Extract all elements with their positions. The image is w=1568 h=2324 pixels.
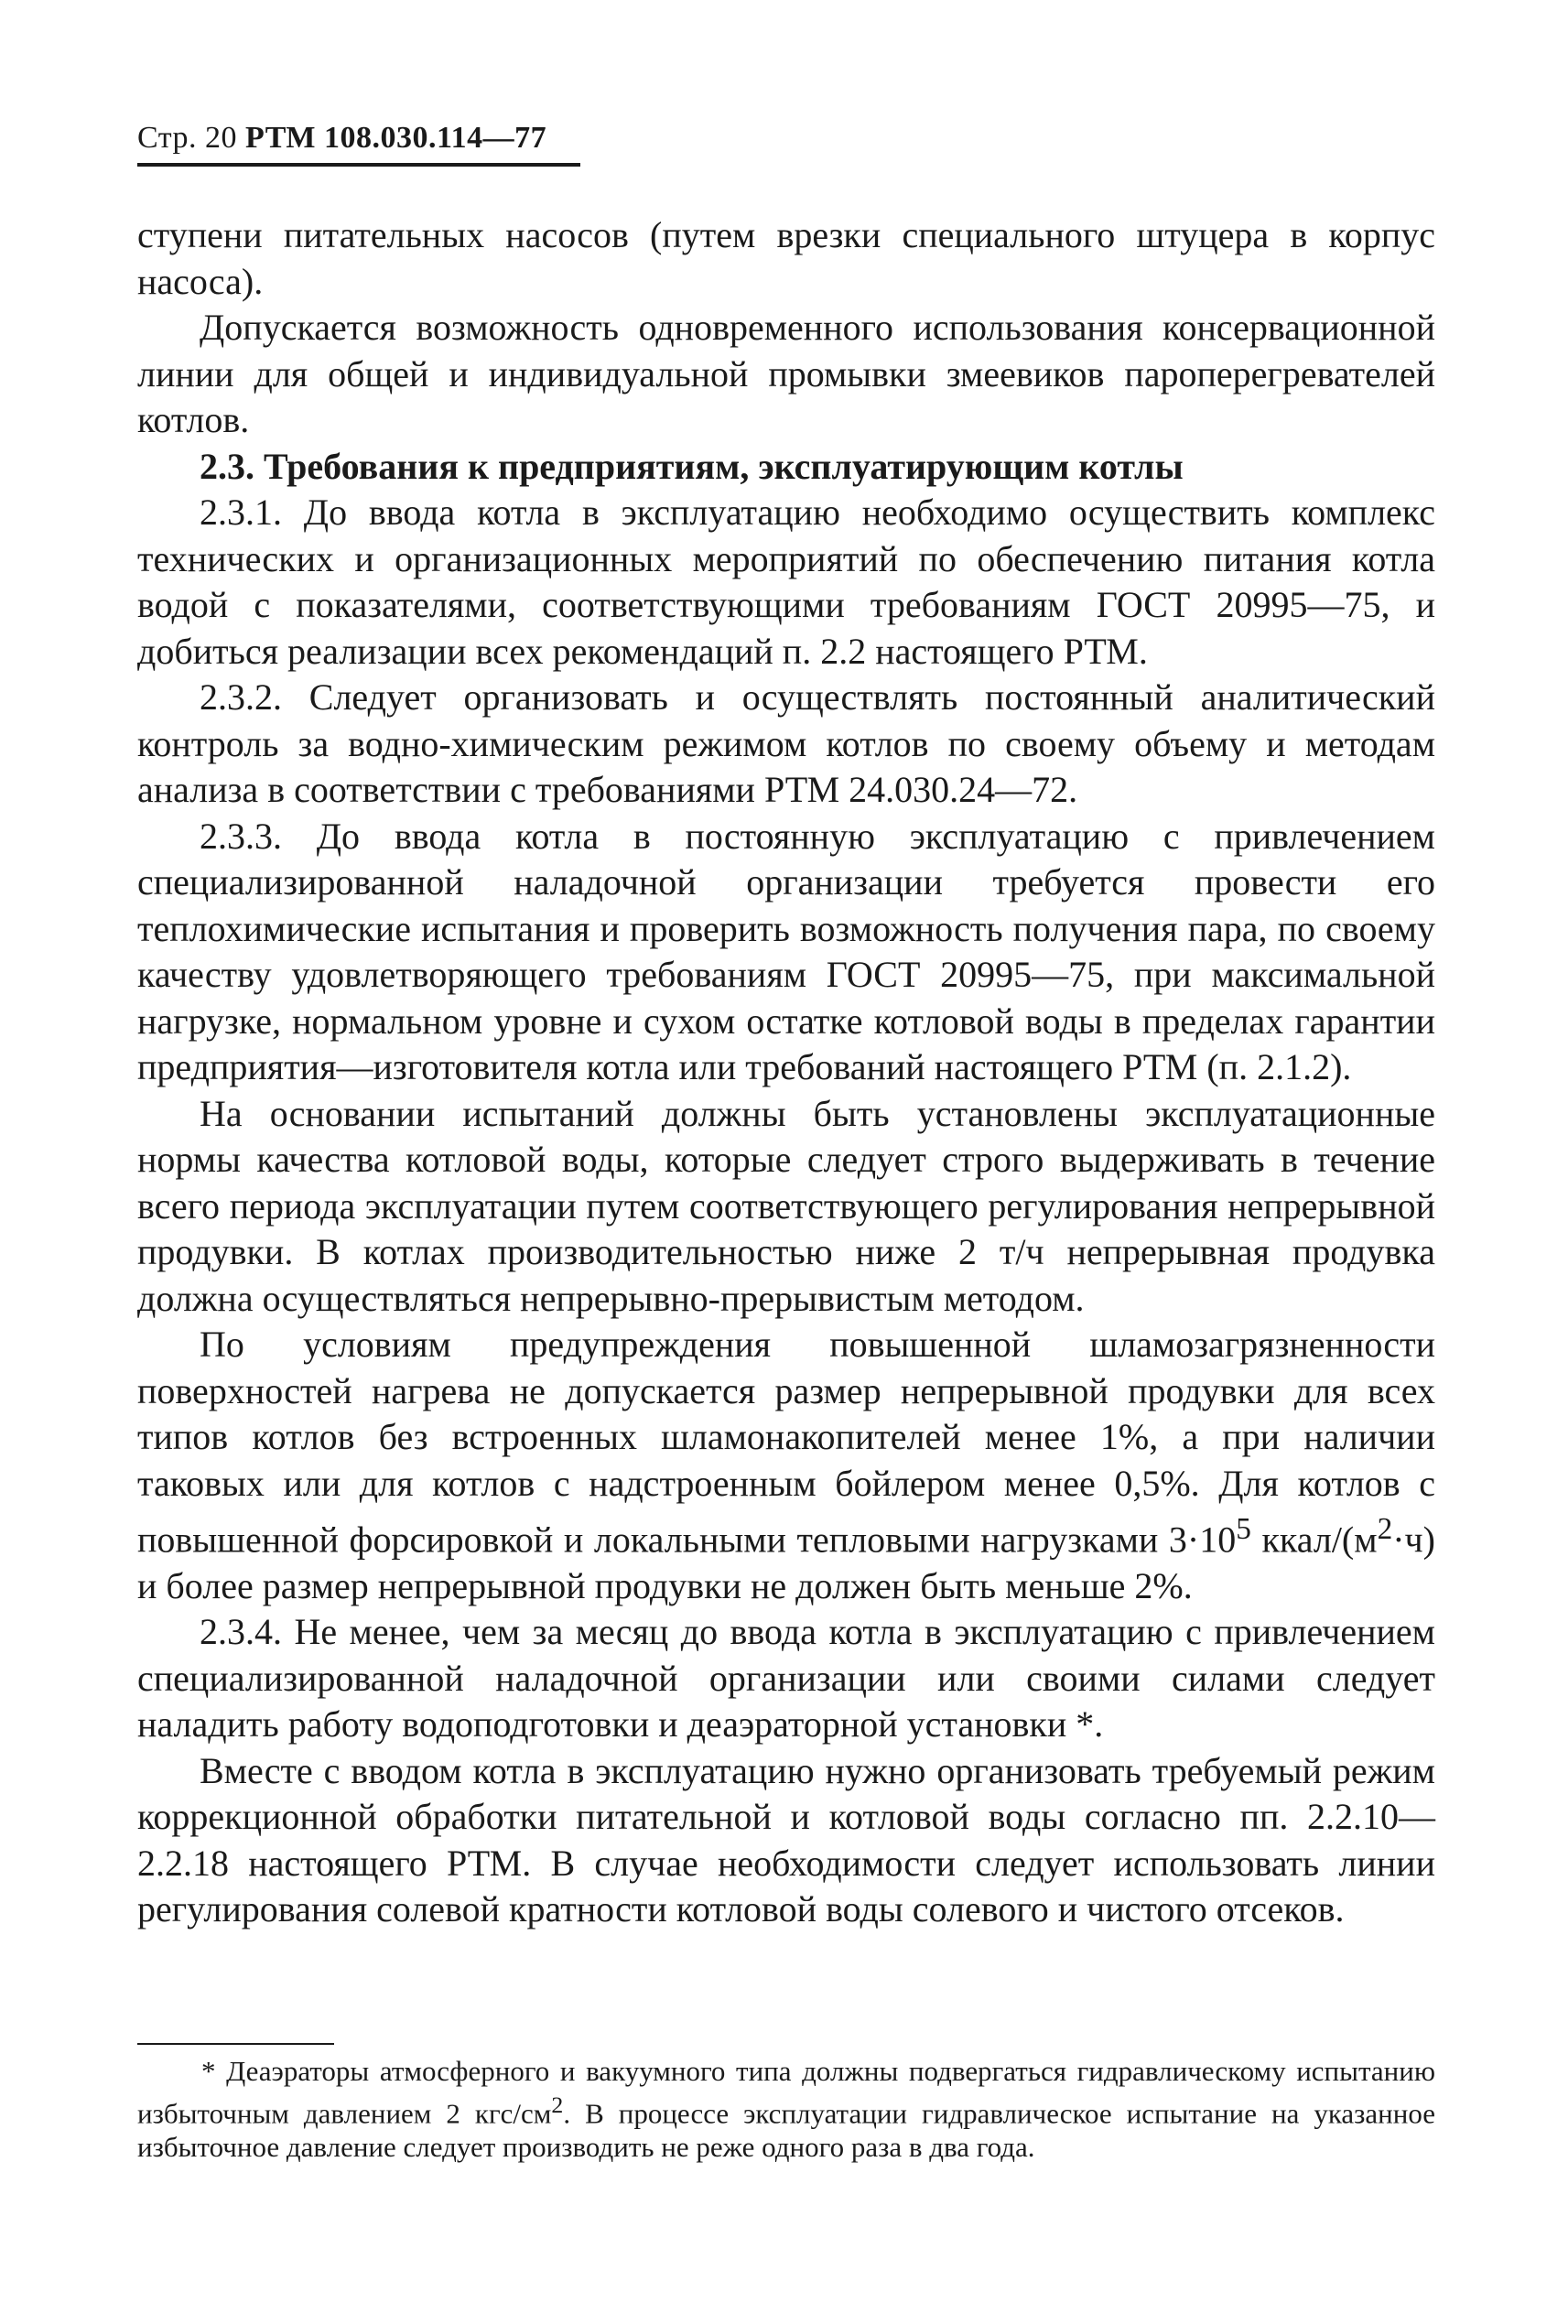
header-rule [137,163,580,167]
paragraph-2-3-1: 2.3.1. До ввода котла в эксплуатацию необходимо осуществить комплекс технических и организационных мероприятий по обеспечению питания котла водой с показателями, соответствующими требованиям ГОСТ 20995—75, и добиться реализации всех рекомендаций п. 2.2 настоящего РТМ. [137,492,1435,672]
superscript: 2 [551,2092,564,2118]
section-heading: 2.3. Требования к предприятиям, эксплуатирующим котлы [200,445,1184,487]
text-run: По условиям предупреждения повышенной шламозагрязненности поверхностей нагрева не допускается размер непрерывной продувки для всех типов котлов без встроенных шламонакопителей менее 1%, а при наличии таковых или для котлов с надстроенным бойлером менее 0,5%. Для котлов с повышенной форсировкой и локальными тепловыми нагрузками 3·10 [137,1324,1435,1561]
footnote-rule [137,2043,334,2045]
page-number: Стр. 20 [137,121,238,155]
superscript: 2 [1377,1512,1393,1546]
footnote-text: * Деаэраторы атмосферного и вакуумного типа должны подвергаться гидравлическому испытанию избыточным давлением 2 кгс/см [137,2055,1435,2130]
text-run: ккал/(м [1250,1519,1378,1561]
page-body [137,212,1435,1933]
paragraph: Вместе с вводом котла в эксплуатацию нужно организовать требуемый режим коррекционной обработки питательной и котловой воды согласно пп. 2.2.10—2.2.18 настоящего РТМ. В случае необходимости следует использовать линии регулирования солевой кратности котловой воды солевого и чистого отсеков. [137,1749,1435,1930]
paragraph-2-3-4: 2.3.4. Не менее, чем за месяц до ввода котла в эксплуатацию с привлечением специализированной наладочной организации или своими силами следует наладить работу водоподготовки и деаэраторной установки *. [137,1611,1435,1746]
paragraph-continuation: ступени питательных насосов (путем врезки специального штуцера в корпус насоса). [137,214,1435,302]
footnote-text: . В процессе эксплуатации гидравлическое испытание на указанное избыточное давление следует производить не реже одного раза в два года. [137,2097,1435,2164]
paragraph-2-3-2: 2.3.2. Следует организовать и осуществлять постоянный аналитический контроль за водно-химическим режимом котлов по своему объему и методам анализа в соответствии с требованиями РТМ 24.030.24—72. [137,676,1435,810]
page-header [137,121,546,156]
text-run: ·ч) и более размер непрерывной продувки не должен быть меньше 2%. [137,1519,1435,1606]
paragraph-2-3-3: 2.3.3. До ввода котла в постоянную эксплуатацию с привлечением специализированной наладочной организации требуется провести его теплохимические испытания и проверить возможность получения пара, по своему качеству удовлетворяющего требованиям ГОСТ 20995—75, при максимальной нагрузке, нормальном уровне и сухом остатке котловой воды в пределах гарантии предприятия—изготовителя котла или требований настоящего РТМ (п. 2.1.2). [137,815,1435,1087]
footnote [137,2054,1435,2164]
document-code: РТМ 108.030.114—77 [245,121,547,155]
paragraph: На основании испытаний должны быть установлены эксплуатационные нормы качества котловой воды, которые следует строго выдерживать в течение всего периода эксплуатации путем соответствующего регулирования непрерывной продувки. В котлах производительностью ниже 2 т/ч непрерывная продувка должна осуществляться непрерывно-прерывистым методом. [137,1092,1435,1319]
paragraph-blowdown [137,1322,1435,1609]
paragraph: Допускается возможность одновременного использования консервационной линии для общей и индивидуальной промывки змеевиков пароперегревателей котлов. [137,307,1435,440]
superscript: 5 [1236,1512,1251,1546]
